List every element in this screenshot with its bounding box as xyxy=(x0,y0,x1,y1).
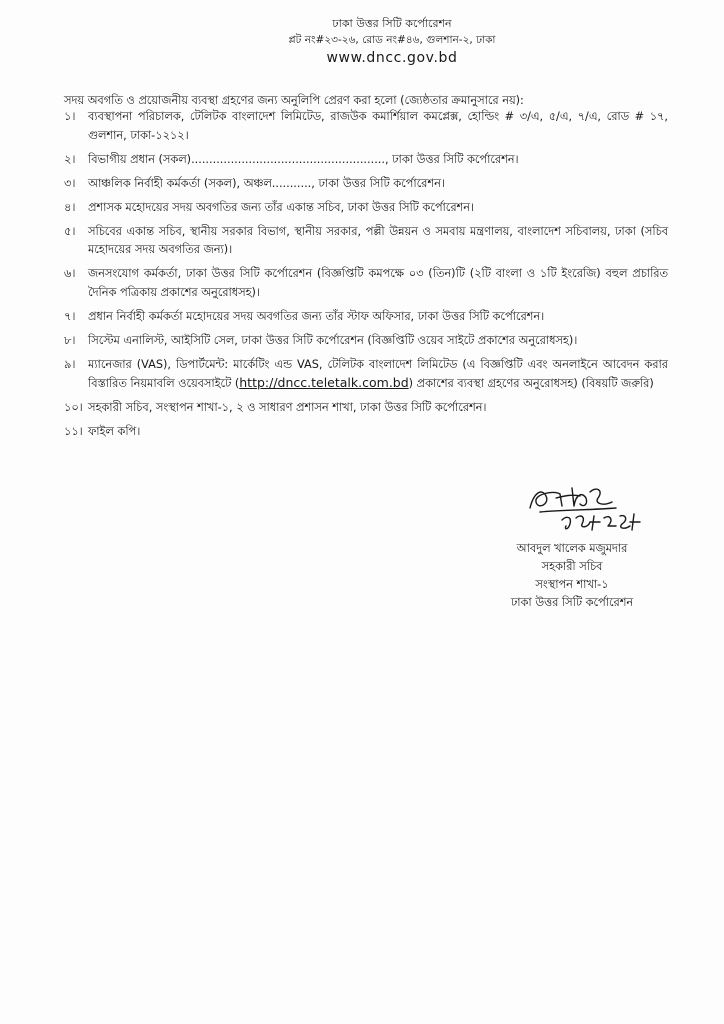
item-text: প্রশাসক মহোদয়ের সদয় অবগতির জন্য তাঁর একান্ত সচিব, ঢাকা উত্তর সিটি কর্পোরেশন। xyxy=(88,200,475,214)
item-text: প্রধান নির্বাহী কর্মকর্তা মহোদয়ের সদয় অবগতির জন্য তাঁর স্টাফ অফিসার, ঢাকা উত্তর সিটি কর্পোরেশন। xyxy=(88,309,545,323)
teletalk-link[interactable]: http://dncc.teletalk.com.bd xyxy=(239,375,409,390)
list-item xyxy=(64,332,668,351)
signer-branch: সংস্থাপন শাখা-১ xyxy=(535,578,609,591)
item-number: ২। xyxy=(64,152,76,166)
list-item xyxy=(64,151,668,170)
item-number: ১। xyxy=(64,110,76,123)
item-text-after: ) প্রকাশের ব্যবস্থা গ্রহণের অনুরোধসহ) (বিষয়টি জরুরি) xyxy=(408,377,654,390)
list-item xyxy=(64,399,668,418)
item-text: সহকারী সচিব, সংস্থাপন শাখা-১, ২ ও সাধারণ প্রশাসন শাখা, ঢাকা উত্তর সিটি কর্পোরেশন। xyxy=(88,401,487,414)
item-text: বিভাগীয় প্রধান (সকল)......................................................, ঢাকা উত্তর সিটি কর্পোরেশন। xyxy=(88,152,519,166)
item-text: সিস্টেম এনালিস্ট, আইসিটি সেল, ঢাকা উত্তর সিটি কর্পোরেশন (বিজ্ঞপ্তিটি ওয়েব সাইটে প্রকাশের অনুরোধসহ)। xyxy=(88,333,578,347)
letterhead xyxy=(0,16,724,68)
list-item xyxy=(64,308,668,327)
organization-address: প্লট নং#২৩-২৬, রোড নং#৪৬, গুলশান-২, ঢাকা xyxy=(288,34,496,46)
copy-recipient-list xyxy=(64,108,668,447)
organization-name: ঢাকা উত্তর সিটি কর্পোরেশন xyxy=(332,17,452,30)
item-number: ৩। xyxy=(64,176,76,190)
item-number: ১১। xyxy=(64,425,83,438)
item-text: ফাইল কপি। xyxy=(88,425,141,438)
item-text: সচিবের একান্ত সচিব, স্থানীয় সরকার বিভাগ, স্থানীয় সরকার, পল্লী উন্নয়ন ও সমবায় মন্ত্রণালয়, বাংলাদেশ সচিবালয়, ঢাকা (সচিব মহোদয়ের সদয় অবগতির জন্য)। xyxy=(88,224,668,256)
list-item xyxy=(64,223,668,260)
list-item xyxy=(64,199,668,218)
list-item xyxy=(64,108,668,145)
item-text: জনসংযোগ কর্মকর্তা, ঢাকা উত্তর সিটি কর্পোরেশন (বিজ্ঞপ্তিটি কমপক্ষে ০৩ (তিন)টি (২টি বাংলা ও ১টি ইংরেজি) বহুল প্রচারিত দৈনিক পত্রিকায় প্রকাশের অনুরোধসহ)। xyxy=(88,267,668,299)
item-text: ব্যবস্থাপনা পরিচালক, টেলিটক বাংলাদেশ লিমিটেড, রাজউক কমার্শিয়াল কমপ্লেক্স, হোল্ডিং # ৩/এ, ৫/এ, ৭/এ, রোড # ১৭, গুলশান, ঢাকা-১২১২। xyxy=(88,110,668,142)
list-item xyxy=(64,175,668,194)
signer-name: আবদুল খালেক মজুমদার xyxy=(516,542,628,555)
item-number: ১০। xyxy=(64,401,83,414)
list-item xyxy=(64,265,668,302)
list-item xyxy=(64,356,668,394)
item-text: আঞ্চলিক নির্বাহী কর্মকর্তা (সকল), অঞ্চল..........., ঢাকা উত্তর সিটি কর্পোরেশন। xyxy=(88,176,445,190)
handwritten-signature xyxy=(520,484,670,540)
signer-office: ঢাকা উত্তর সিটি কর্পোরেশন xyxy=(510,596,634,609)
item-number: ৬। xyxy=(64,267,76,280)
item-number: ৫। xyxy=(64,224,76,238)
item-number: ৯। xyxy=(64,357,76,371)
signatory-block xyxy=(462,540,682,612)
item-number: ৪। xyxy=(64,200,76,214)
organization-website: www.dncc.gov.bd xyxy=(326,50,458,66)
list-item xyxy=(64,423,668,442)
item-text: ম্যানেজার (VAS), ডিপার্টমেন্ট: মার্কেটিং এন্ড VAS, টেলিটক বাংলাদেশ লিমিটেড (এ বিজ্ঞপ্তিটি এবং অনলাইনে আবেদন করার বিস্তারিত নিয়মাবলি ওয়েবসাইটে ( xyxy=(88,357,668,390)
item-number: ৭। xyxy=(64,309,76,323)
item-number: ৮। xyxy=(64,333,76,347)
signer-designation: সহকারী সচিব xyxy=(541,560,603,573)
copy-distribution-intro: সদয় অবগতি ও প্রয়োজনীয় ব্যবস্থা গ্রহণের জন্য অনুলিপি প্রেরণ করা হলো (জ্যেষ্ঠতার ক্রমানুসারে নয়): xyxy=(64,94,524,107)
